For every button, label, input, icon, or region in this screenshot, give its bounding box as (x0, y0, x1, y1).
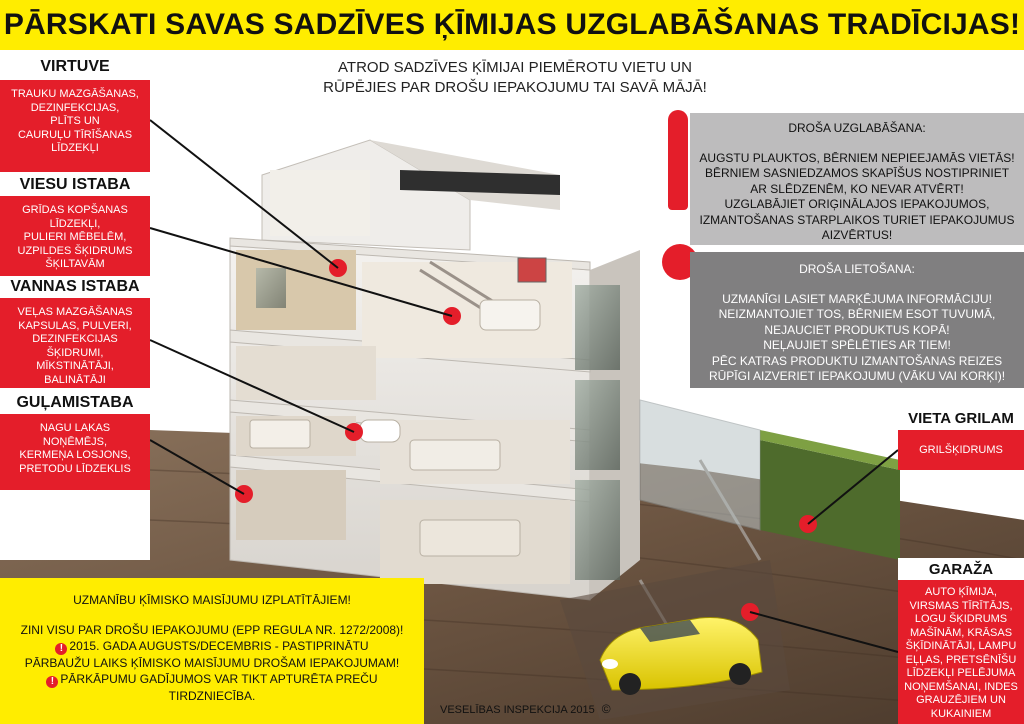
room-box-living (0, 196, 150, 276)
room-title-bath: VANNAS ISTABA (0, 276, 150, 298)
panel-heading: DROŠA LIETOŠANA: (799, 262, 915, 276)
room-item: DEZINFEKCIJAS ŠĶIDRUMI, (32, 333, 118, 359)
room-box-bath (0, 298, 150, 388)
notice-text: PĀRKĀPUMU GADĪJUMOS VAR TIKT APTURĒTA PREČU (60, 672, 378, 686)
panel-line: BĒRNIEM SASNIEDZAMOS SKAPĪŠUS NOSTIPRINIET (704, 166, 1010, 180)
garage-item: VIRSMAS TĪRĪTĀJS, (909, 599, 1013, 612)
room-item: TRAUKU MAZGĀŠANAS, (11, 88, 139, 100)
panel-safe-storage (690, 113, 1024, 245)
room-box-kitchen (0, 80, 150, 172)
grill-box: GRILŠĶIDRUMS (898, 430, 1024, 470)
title-banner (0, 0, 1024, 50)
room-item: PLĪTS UN (50, 115, 100, 127)
room-item: PULIERI MĒBELĒM, (23, 231, 127, 243)
panel-line: UZGLABĀJIET ORIĢINĀLAJOS IEPAKOJUMOS, (724, 197, 990, 211)
notice-line: TIRDZNIECĪBA. (168, 689, 256, 703)
panel-safe-usage (690, 252, 1024, 388)
notice-line: PĀRBAUŽU LAIKS ĶĪMISKO MAISĪJUMU DROŠAM IEPAKOJUMAM! (24, 656, 400, 670)
warning-icon: ! (46, 676, 58, 688)
room-title-bedroom: GUĻAMISTABA (0, 392, 150, 414)
copyright-icon: © (601, 702, 611, 716)
room-item: KAPSULAS, PULVERI, (18, 319, 132, 332)
notice-line (8, 638, 416, 655)
intro-line: RŪPĒJIES PAR DROŠU IEPAKOJUMU TAI SAVĀ MĀJĀ! (323, 79, 707, 96)
room-item: UZPILDES ŠĶIDRUMS (17, 244, 133, 257)
room-item: KERMEŅA LOSJONS, (19, 449, 131, 461)
page-title: PĀRSKATI SAVAS SADZĪVES ĶĪMIJAS UZGLABĀŠANAS TRADĪCIJAS! (3, 8, 1021, 41)
panel-line: AUGSTU PLAUKTOS, BĒRNIEM NEPIEEJAMĀS VIETĀS! (699, 150, 1015, 165)
room-item: MĪKSTINĀTĀJI, (36, 360, 114, 372)
footer-credit (440, 702, 611, 716)
garage-item: NOŅEMŠANAI, INDES (904, 680, 1018, 693)
exclamation-icon (668, 110, 688, 210)
room-box-bedroom (0, 414, 150, 490)
panel-line: NEĻAUJIET SPĒLĒTIES AR TIEM! (763, 338, 951, 352)
garage-item: EĻĻAS, PRETSĒNĪŠU (905, 653, 1017, 666)
panel-line: NEIZMANTOJIET TOS, BĒRNIEM ESOT TUVUMĀ, (718, 307, 996, 321)
room-item: NAGU LAKAS (39, 422, 111, 434)
notice-line (8, 671, 416, 688)
warning-icon: ! (55, 643, 67, 655)
garage-item: AUTO ĶĪMIJA, (925, 586, 997, 598)
panel-line: NEJAUCIET PRODUKTUS KOPĀ! (764, 322, 950, 337)
room-item: LĪDZEKĻI (51, 142, 99, 154)
intro-line: ATROD SADZĪVES ĶĪMIJAI PIEMĒROTU VIETU UN (338, 59, 692, 76)
panel-line: AIZVĒRTUS! (821, 228, 893, 242)
panel-line: RŪPĪGI AIZVERIET IEPAKOJUMU (VĀKU VAI KORĶI)! (708, 369, 1006, 383)
panel-heading: DROŠA UZGLABĀŠANA: (788, 121, 926, 135)
garage-item: LOGU ŠĶIDRUMS (914, 613, 1008, 625)
intro-text (300, 58, 730, 98)
garage-item: KUKAINIEM (930, 707, 992, 720)
room-item: ŠĶILTAVĀM (45, 258, 105, 270)
notice-line: ZINI VISU PAR DROŠU IEPAKOJUMU (EPP REGULA NR. 1272/2008)! (20, 623, 404, 637)
room-item: NOŅĒMĒJS, (42, 435, 108, 448)
room-item: GRĪDAS KOPŠANAS (22, 204, 128, 216)
room-item: VEĻAS MAZGĀŠANAS (17, 306, 133, 318)
room-title-kitchen: VIRTUVE (0, 56, 150, 78)
room-title-living: VIESU ISTABA (0, 174, 150, 196)
distributor-notice (0, 578, 424, 724)
notice-text: 2015. GADA AUGUSTS/DECEMBRIS - PASTIPRINĀTU (69, 639, 369, 653)
room-item: PRETODU LĪDZEKLIS (19, 462, 131, 475)
panel-line: PĒC KATRAS PRODUKTU IZMANTOŠANAS REIZES (711, 353, 1003, 368)
room-item: CAURUĻU TĪRĪŠANAS (17, 128, 133, 141)
garage-item: ŠĶĪDINĀTĀJI, LAMPU (905, 640, 1017, 652)
room-item: DEZINFEKCIJAS, (30, 101, 120, 114)
panel-line: AR SLĒDZENĒM, KO NEVAR ATVĒRT! (750, 181, 964, 196)
notice-heading: UZMANĪBU ĶĪMISKO MAISĪJUMU IZPLATĪTĀJIEM! (73, 593, 351, 607)
panel-line: IZMANTOŠANAS STARPLAIKOS TURIET IEPAKOJUMUS (699, 212, 1015, 227)
grill-title: VIETA GRILAM (898, 406, 1024, 430)
garage-title: GARAŽA (898, 558, 1024, 580)
garage-item: GRAUZĒJIEM UN (916, 694, 1006, 706)
room-item: LĪDZEKĻI, (49, 217, 101, 230)
panel-line: UZMANĪGI LASIET MARĶĒJUMA INFORMĀCIJU! (722, 291, 992, 306)
garage-item: MAŠĪNĀM, KRĀSAS (909, 626, 1013, 639)
garage-item: LĪDZEKĻI PELĒJUMA (906, 667, 1016, 679)
credit-text: VESELĪBAS INSPEKCIJA 2015 (440, 704, 595, 716)
garage-box (898, 580, 1024, 724)
room-item: BALINĀTĀJI (44, 373, 106, 386)
